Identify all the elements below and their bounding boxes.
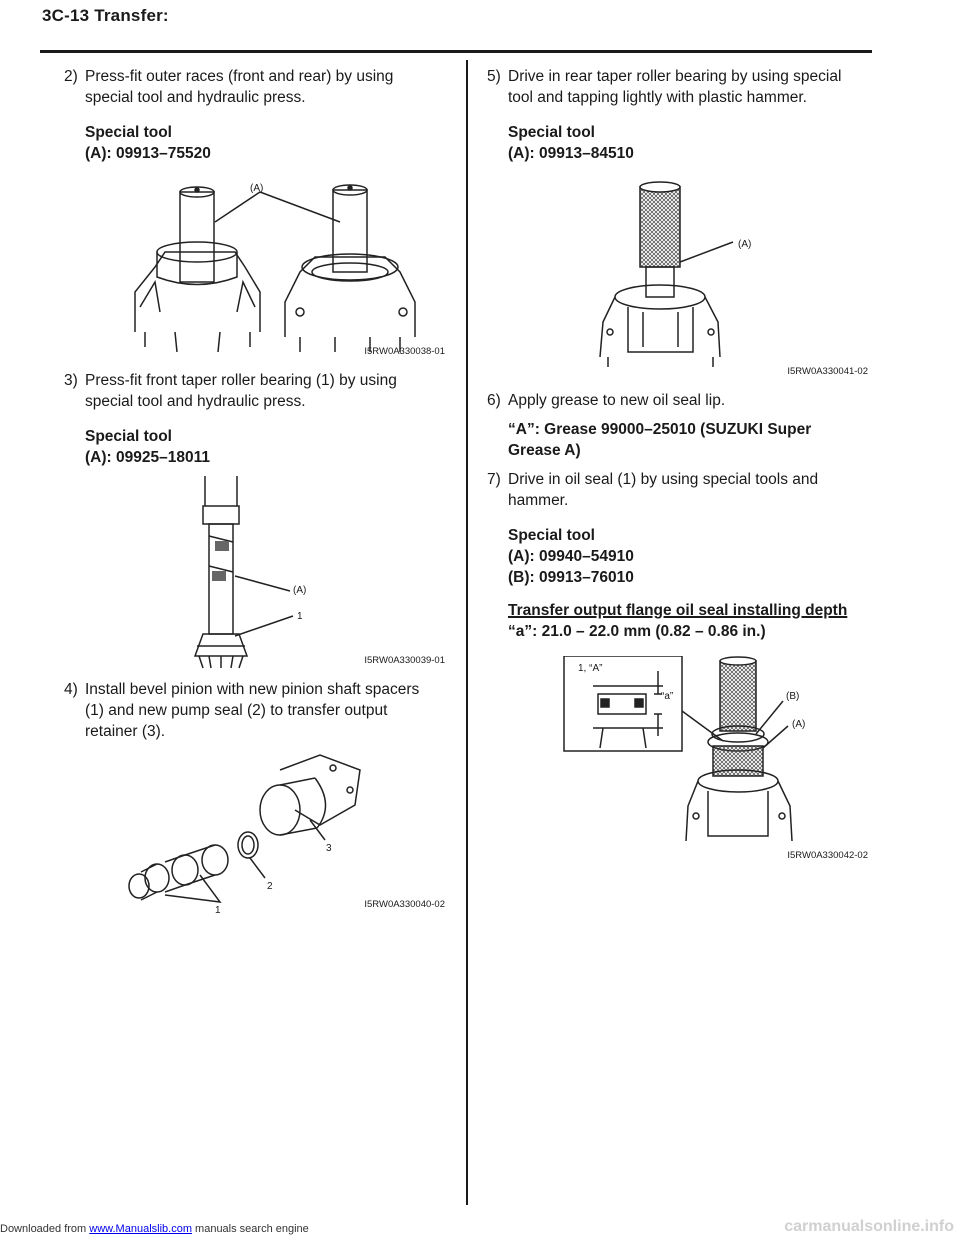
- header-rule: [40, 50, 872, 53]
- step-number: 2): [64, 68, 78, 85]
- figure-label: “a”: [661, 691, 674, 702]
- special-tool-line: (B): 09913–76010: [508, 569, 634, 586]
- figure-rear-bearing: [508, 172, 868, 382]
- right-column: [487, 66, 868, 866]
- taper-bearing-illustration: [85, 476, 445, 671]
- figure-taper-bearing: [85, 476, 445, 671]
- figure-outer-races: [85, 172, 445, 362]
- special-tool-block: [64, 122, 439, 164]
- step-5: [487, 66, 862, 108]
- figure-code: I5RW0A330041-02: [787, 366, 868, 377]
- footer-suffix: manuals search engine: [191, 1223, 309, 1235]
- step-text: Drive in oil seal (1) by using special tools and hammer.: [508, 471, 819, 509]
- step-text: Drive in rear taper roller bearing by using special tool and tapping lightly with plastic hammer.: [508, 68, 842, 106]
- oil-seal-illustration: [508, 656, 868, 866]
- special-tool-block: [487, 525, 862, 588]
- special-tool-line: (A): 09940–54910: [508, 548, 634, 565]
- figure-code: I5RW0A330042-02: [787, 850, 868, 861]
- figure-bevel-pinion: [85, 750, 445, 915]
- spec-value: “a”: 21.0 – 22.0 mm (0.82 – 0.86 in.): [508, 623, 766, 640]
- installing-depth-spec: [487, 600, 862, 642]
- step-text: Press-fit front taper roller bearing (1) by using special tool and hydraulic press.: [85, 372, 397, 410]
- special-tool-title: Special tool: [85, 428, 172, 445]
- manualslib-link[interactable]: www.Manualslib.com: [89, 1223, 192, 1235]
- step-number: 5): [487, 68, 501, 85]
- special-tool-line: (A): 09925–18011: [85, 449, 210, 466]
- step-text: Install bevel pinion with new pinion shaft spacers (1) and new pump seal (2) to transfer output retainer (3).: [85, 681, 420, 740]
- figure-code: I5RW0A330040-02: [364, 899, 445, 910]
- step-number: 4): [64, 681, 78, 698]
- left-column: [64, 66, 445, 916]
- figure-label: (A): [250, 183, 264, 194]
- rear-bearing-illustration: [508, 172, 868, 382]
- step-text: Press-fit outer races (front and rear) by using special tool and hydraulic press.: [85, 68, 394, 106]
- figure-label: 2: [267, 881, 273, 892]
- step-7: [487, 469, 862, 511]
- figure-label: (B): [786, 691, 800, 702]
- step-4: [64, 679, 439, 742]
- step-2: [64, 66, 439, 108]
- figure-label: 3: [326, 843, 332, 854]
- figure-label: (A): [738, 239, 752, 250]
- grease-line: Grease A): [508, 442, 581, 459]
- figure-label: 1: [297, 611, 303, 622]
- special-tool-line: (A): 09913–84510: [508, 145, 634, 162]
- figure-label: 1: [215, 905, 221, 916]
- step-6: [487, 390, 862, 411]
- step-number: 7): [487, 471, 501, 488]
- special-tool-block: [487, 122, 862, 164]
- figure-label: 1, “A”: [578, 663, 603, 674]
- site-watermark: carmanualsonline.info: [784, 1218, 954, 1235]
- page-title: 3C-13 Transfer:: [42, 6, 169, 25]
- bevel-pinion-illustration: [85, 750, 445, 915]
- grease-spec: [487, 419, 862, 461]
- figure-label: (A): [293, 585, 307, 596]
- figure-code: I5RW0A330039-01: [364, 655, 445, 666]
- grease-line: “A”: Grease 99000–25010 (SUZUKI Super: [508, 421, 812, 438]
- figure-label: (A): [792, 719, 806, 730]
- step-number: 6): [487, 392, 501, 409]
- step-text: Apply grease to new oil seal lip.: [508, 392, 726, 409]
- figure-code: I5RW0A330038-01: [364, 346, 445, 357]
- special-tool-block: [64, 426, 439, 468]
- footer-prefix: Downloaded from: [0, 1223, 90, 1235]
- download-footer: [0, 1223, 309, 1235]
- column-divider: [466, 60, 468, 1205]
- step-number: 3): [64, 372, 78, 389]
- special-tool-title: Special tool: [85, 124, 172, 141]
- spec-title: Transfer output flange oil seal installing depth: [508, 602, 848, 619]
- special-tool-title: Special tool: [508, 124, 595, 141]
- special-tool-title: Special tool: [508, 527, 595, 544]
- figure-oil-seal: [508, 656, 868, 866]
- outer-races-illustration: [85, 172, 445, 362]
- special-tool-line: (A): 09913–75520: [85, 145, 211, 162]
- step-3: [64, 370, 439, 412]
